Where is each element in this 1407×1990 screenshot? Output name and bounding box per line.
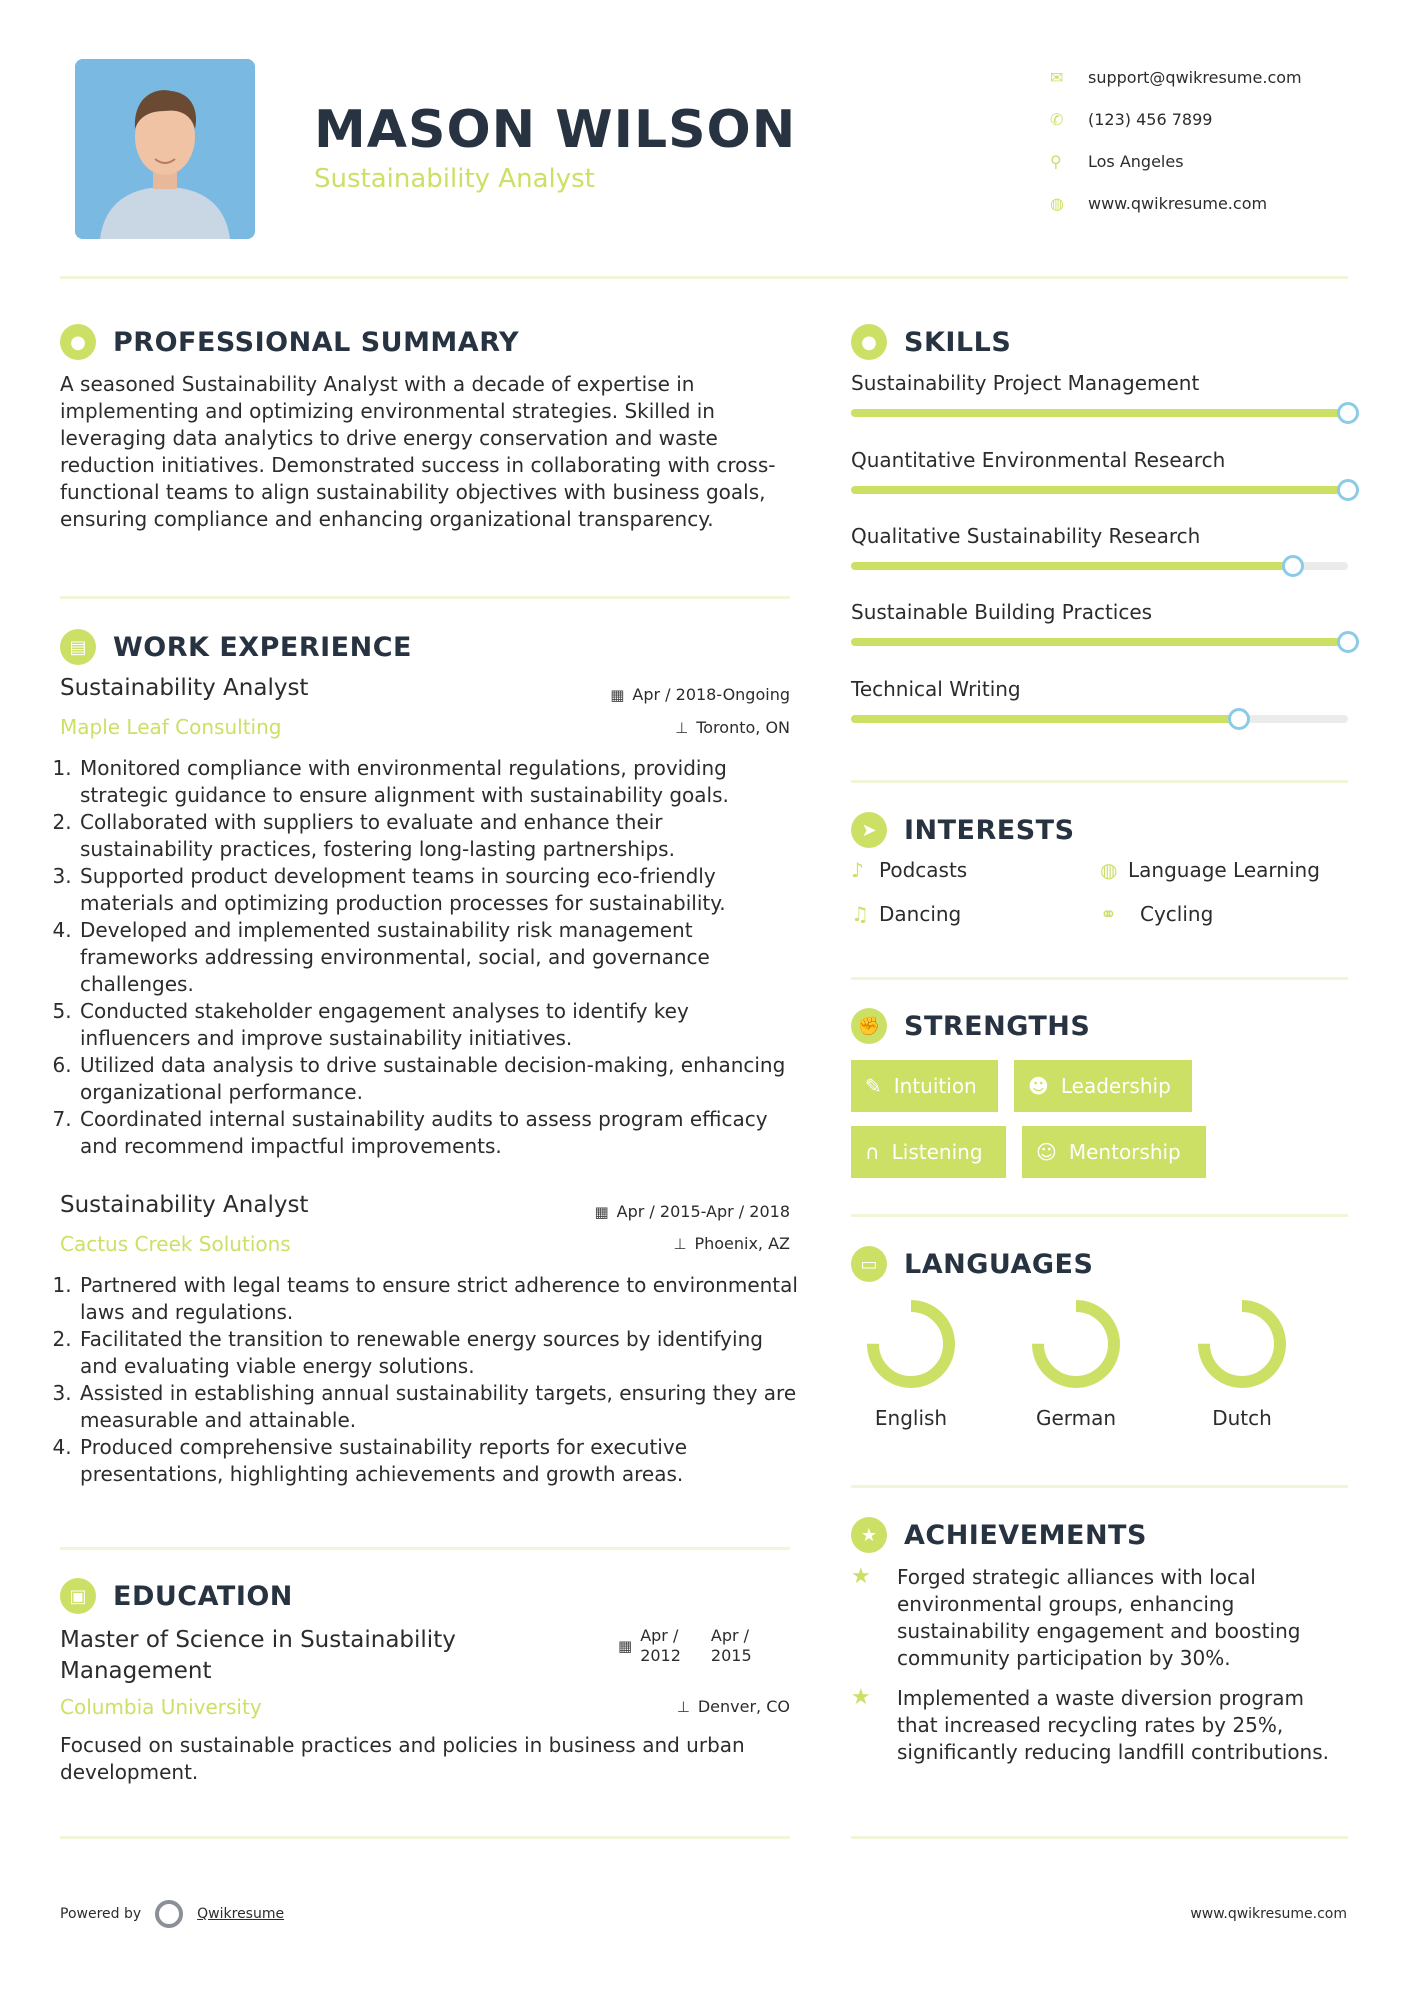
interest-item: ♫ Dancing xyxy=(851,902,962,926)
strength-tag: ∩ Listening xyxy=(851,1126,1006,1178)
music-note-icon: ♫ xyxy=(851,902,869,926)
list-item: 3. Supported product development teams in sourcing eco-friendly materials and optimizing production processes for sustainability. xyxy=(78,863,800,917)
interest-item: ♪ Podcasts xyxy=(851,858,968,882)
education-divider xyxy=(60,1836,790,1839)
calendar-icon: ▦ xyxy=(594,1202,609,1221)
qwikresume-link[interactable]: Qwikresume xyxy=(197,1906,285,1922)
star-icon: ★ xyxy=(851,1685,871,1710)
headphones-icon: ∩ xyxy=(865,1140,880,1164)
footer-website[interactable]: www.qwikresume.com xyxy=(1190,1906,1347,1922)
map-pin-icon: ⚲ xyxy=(1050,151,1062,171)
work-divider xyxy=(60,1547,790,1550)
header-divider xyxy=(60,276,1348,279)
graduation-icon: ▣ xyxy=(60,1578,96,1614)
list-item: 5. Conducted stakeholder engagement analyses to identify key influencers and improve sustainability initiatives. xyxy=(78,998,800,1052)
skill-item: Sustainable Building Practices xyxy=(851,600,1348,646)
candidate-role: Sustainability Analyst xyxy=(314,164,595,194)
list-item: 2. Collaborated with suppliers to evaluate and enhance their sustainability practices, fostering long-lasting partnerships. xyxy=(78,809,800,863)
skill-bar xyxy=(851,562,1348,570)
interest-item: ◍ Language Learning xyxy=(1100,858,1320,882)
user-icon: ● xyxy=(60,324,96,360)
summary-header: ● PROFESSIONAL SUMMARY xyxy=(60,324,519,360)
envelope-icon: ✉ xyxy=(1050,67,1064,87)
strength-tag: ☺ Mentorship xyxy=(1022,1126,1206,1178)
skill-item: Technical Writing xyxy=(851,677,1348,723)
skill-item: Qualitative Sustainability Research xyxy=(851,524,1348,570)
language-gauge xyxy=(865,1298,957,1390)
profile-photo xyxy=(75,59,255,239)
contact-email[interactable]: ✉ support@qwikresume.com xyxy=(1050,67,1302,87)
degree-title: Master of Science in Sustainability Management xyxy=(60,1627,456,1684)
lightbulb-icon: ● xyxy=(851,324,887,360)
job-1-company: Maple Leaf Consulting xyxy=(60,715,282,739)
job-1-title: Sustainability Analyst xyxy=(60,675,309,701)
language-item: German xyxy=(1016,1298,1136,1430)
achievement-item: ★ Implemented a waste diversion program that increased recycling rates by 25%, significantly reducing landfill contributions. xyxy=(851,1685,1330,1764)
skill-bar xyxy=(851,409,1348,417)
skill-bar xyxy=(851,715,1348,723)
language-gauge xyxy=(1030,1298,1122,1390)
skill-item: Sustainability Project Management xyxy=(851,371,1348,417)
education-location: ⊥ Denver, CO xyxy=(676,1697,790,1716)
achievements-header: ★ ACHIEVEMENTS xyxy=(851,1517,1147,1553)
strength-tag: ✎ Intuition xyxy=(851,1060,998,1112)
list-item: 7. Coordinated internal sustainability audits to assess program efficacy and recommend impactful improvements. xyxy=(78,1106,800,1160)
microphone-icon: ♪ xyxy=(851,858,864,882)
skills-header: ● SKILLS xyxy=(851,324,1011,360)
bicycle-icon: ⚭ xyxy=(1100,902,1117,926)
skill-item: Quantitative Environmental Research xyxy=(851,448,1348,494)
strength-tag: ☻ Leadership xyxy=(1014,1060,1192,1112)
list-item: 1. Partnered with legal teams to ensure strict adherence to environmental laws and regulations. xyxy=(78,1272,800,1326)
work-header: ▤ WORK EXPERIENCE xyxy=(60,629,412,665)
fist-icon: ✊ xyxy=(851,1008,887,1044)
phone-icon: ✆ xyxy=(1050,109,1064,129)
list-item: 1. Monitored compliance with environmental regulations, providing strategic guidance to ensure alignment with sustainability goals. xyxy=(78,755,800,809)
strengths-header: ✊ STRENGTHS xyxy=(851,1008,1090,1044)
job-1-bullets xyxy=(60,755,800,1160)
list-item: 2. Facilitated the transition to renewable energy sources by identifying and evaluating viable energy solutions. xyxy=(78,1326,800,1380)
job-1-date: ▦ Apr / 2018-Ongoing xyxy=(610,685,790,704)
achievement-item: ★ Forged strategic alliances with local environmental groups, enhancing sustainability engagement and boosting community participation by 30%. xyxy=(851,1564,1301,1670)
contact-list xyxy=(1050,56,1302,224)
contact-phone[interactable]: ✆ (123) 456 7899 xyxy=(1050,109,1213,129)
skill-bar xyxy=(851,638,1348,646)
language-item: Dutch xyxy=(1182,1298,1302,1430)
pushpin-icon: ⊥ xyxy=(675,718,689,737)
languages-divider xyxy=(851,1485,1348,1488)
list-item: 4. Developed and implemented sustainability risk management frameworks addressing environmental, social, and governance challenges. xyxy=(78,917,800,998)
pushpin-icon: ⊥ xyxy=(676,1697,690,1716)
job-2-location: ⊥ Phoenix, AZ xyxy=(673,1234,790,1253)
summary-divider xyxy=(60,596,790,599)
interests-header: ➤ INTERESTS xyxy=(851,812,1075,848)
job-2-bullets xyxy=(60,1272,800,1488)
list-item: 3. Assisted in establishing annual sustainability targets, ensuring they are measurable and attainable. xyxy=(78,1380,800,1434)
globe-icon: ◍ xyxy=(1050,193,1064,213)
interests-divider xyxy=(851,977,1348,980)
list-item: 6. Utilized data analysis to drive sustainable decision-making, enhancing organizational performance. xyxy=(78,1052,800,1106)
education-header: ▣ EDUCATION xyxy=(60,1578,293,1614)
language-item: English xyxy=(851,1298,971,1430)
magic-wand-icon: ✎ xyxy=(865,1074,882,1098)
star-badge-icon: ★ xyxy=(851,1517,887,1553)
user-plus-icon: ☺ xyxy=(1036,1140,1057,1164)
language-gauge xyxy=(1196,1298,1288,1390)
list-item: 4. Produced comprehensive sustainability reports for executive presentations, highlighting achievements and growth areas. xyxy=(78,1434,800,1488)
education-dates: ▦ Apr / 2012 Apr / 2015 xyxy=(618,1626,752,1665)
interest-item: ⚭ Cycling xyxy=(1100,902,1214,926)
globe-icon: ◍ xyxy=(1100,858,1118,882)
skill-bar xyxy=(851,486,1348,494)
contact-location: ⚲ Los Angeles xyxy=(1050,151,1184,171)
candidate-name: MASON WILSON xyxy=(314,100,797,160)
education-description: Focused on sustainable practices and policies in business and urban development. xyxy=(60,1733,745,1784)
job-2-company: Cactus Creek Solutions xyxy=(60,1232,291,1256)
chair-icon: ▤ xyxy=(60,629,96,665)
skills-divider xyxy=(851,780,1348,783)
summary-text: A seasoned Sustainability Analyst with a decade of expertise in implementing and optimizing environmental strategies. Skilled in leveraging data analytics to drive energy conservation and waste reduction initiatives. Demonstrated success in collaborating with cross-functional teams to align sustainability objectives with business goals, ensuring compliance and enhancing organizational transparency. xyxy=(60,372,776,531)
footer-powered-by: Powered by Qwikresume xyxy=(60,1900,284,1928)
calendar-icon: ▦ xyxy=(610,685,625,704)
school-name: Columbia University xyxy=(60,1695,262,1719)
star-icon: ★ xyxy=(851,1564,871,1589)
strengths-divider xyxy=(851,1214,1348,1217)
users-icon: ☻ xyxy=(1028,1074,1049,1098)
job-2-title: Sustainability Analyst xyxy=(60,1192,309,1218)
languages-header: ▭ LANGUAGES xyxy=(851,1246,1093,1282)
calendar-icon: ▦ xyxy=(618,1637,633,1655)
job-2-date: ▦ Apr / 2015-Apr / 2018 xyxy=(594,1202,790,1221)
pushpin-icon: ⊥ xyxy=(673,1234,687,1253)
achievements-divider xyxy=(851,1836,1348,1839)
qwikresume-logo-icon xyxy=(155,1900,183,1928)
job-1-location: ⊥ Toronto, ON xyxy=(675,718,790,737)
contact-website[interactable]: ◍ www.qwikresume.com xyxy=(1050,193,1268,213)
language-icon: ▭ xyxy=(851,1246,887,1282)
paper-plane-icon: ➤ xyxy=(851,812,887,848)
